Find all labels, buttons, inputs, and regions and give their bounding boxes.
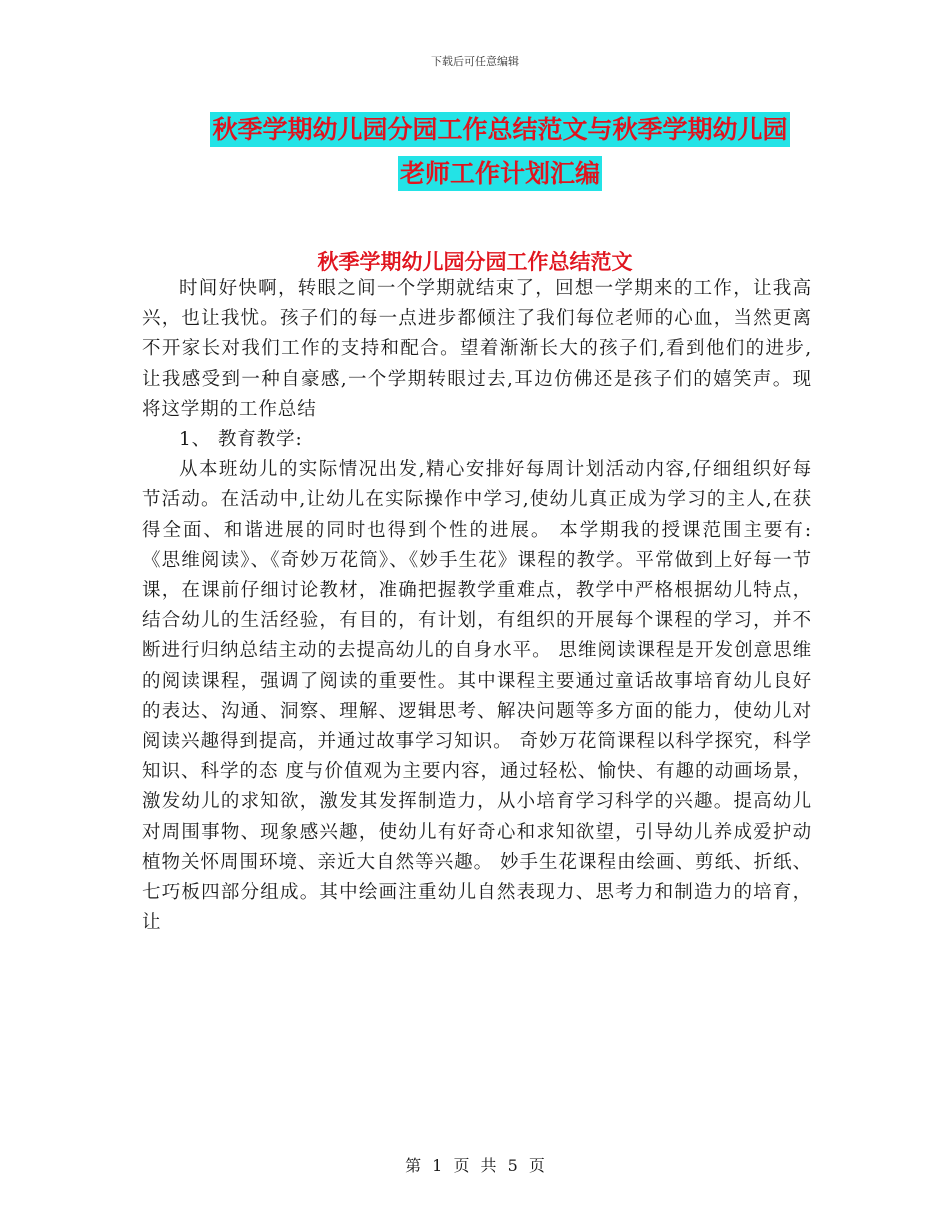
paragraph-heading-1: 1、 教育教学: (179, 429, 303, 451)
body-text (142, 274, 812, 938)
page-footer: 第 1 页 共 5 页 (405, 1156, 545, 1175)
section-title: 秋季学期幼儿园分园工作总结范文 (317, 250, 633, 274)
paragraph-teaching: 从本班幼儿的实际情况出发,精心安排好每周计划活动内容,仔细组织好每节活动。在活动中,让幼儿在实际操作中学习,使幼儿真正成为学习的主人,在获得全面、和谐进展的同时也得到个性的进展。 本学期我的授课范围主要有:《思维阅读》、《奇妙万花筒》、《妙手生花》课程的教学。平常做到上好每一节课，在课前仔细讨论教材，准确把握教学重难点，教学中严格根据幼儿特点，结合幼儿的生活经验，有目的，有计划，有组织的开展每个课程的学习，并不断进行归纳总结主动的去提高幼儿的自身水平。 思维阅读课程是开发创意思维的阅读课程，强调了阅读的重要性。其中课程主要通过童话故事培育幼儿良好的表达、沟通、洞察、理解、逻辑思考、解决问题等多方面的能力，使幼儿对阅读兴趣得到提高，并通过故事学习知识。 奇妙万花筒课程以科学探究，科学知识、科学的态 度与价值观为主要内容，通过轻松、愉快、有趣的动画场景，激发幼儿的求知欲，激发其发挥制造力，从小培育学习科学的兴趣。提高幼儿对周围事物、现象感兴趣，使幼儿有好奇心和求知欲望，引导幼儿养成爱护动植物关怀周围环境、亲近大自然等兴趣。 妙手生花课程由绘画、剪纸、折纸、七巧板四部分组成。其中绘画注重幼儿自然表现力、思考力和制造力的培育，让 (142, 459, 812, 934)
document-title (140, 108, 860, 196)
title-line-2: 老师工作计划汇编 (398, 156, 602, 191)
title-line-1: 秋季学期幼儿园分园工作总结范文与秋季学期幼儿园 (210, 112, 789, 147)
paragraph-intro: 时间好快啊，转眼之间一个学期就结束了，回想一学期来的工作，让我高兴，也让我忧。孩子们的每一点进步都倾注了我们每位老师的心血，当然更离不开家长对我们工作的支持和配合。望着渐渐长大的孩子们,看到他们的进步,让我感受到一种自豪感,一个学期转眼过去,耳边仿佛还是孩子们的嬉笑声。现将这学期的工作总结 (142, 278, 812, 420)
header-note: 下载后可任意编辑 (431, 55, 519, 68)
